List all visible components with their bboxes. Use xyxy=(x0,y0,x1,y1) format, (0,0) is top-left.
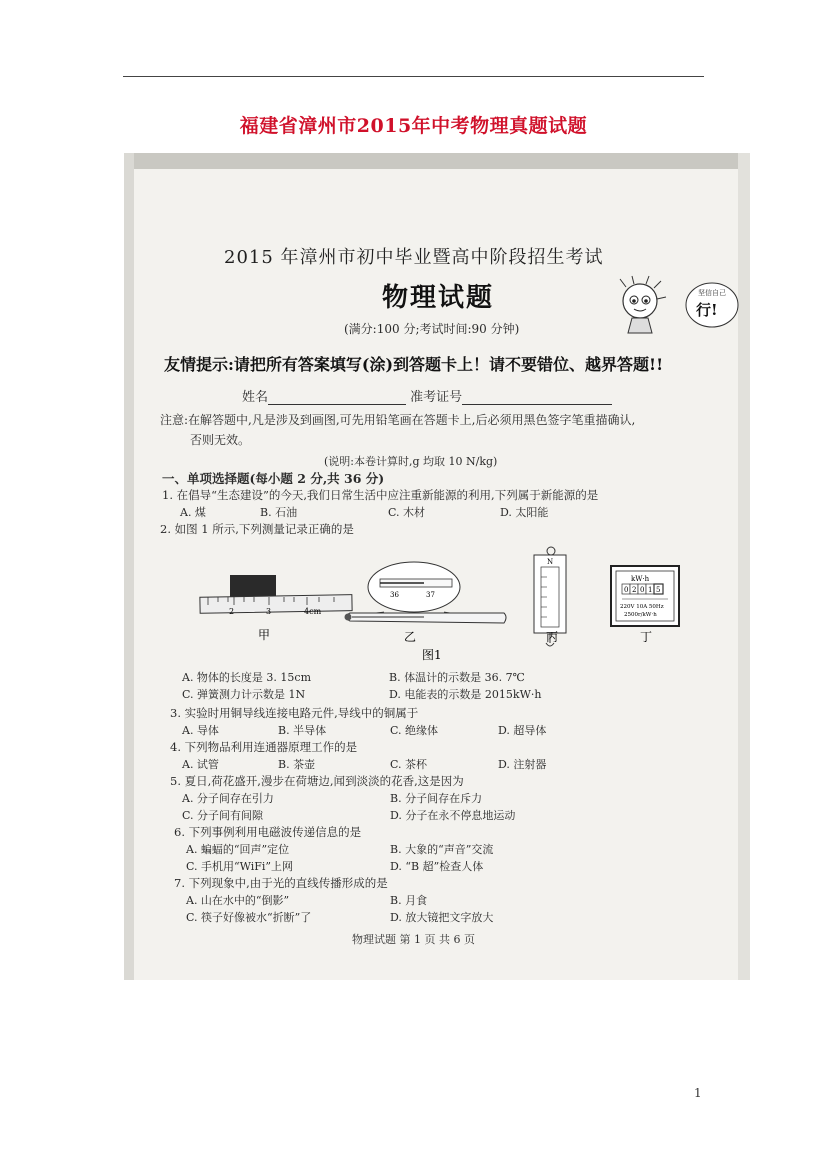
question-1-option-c: C. 木材 xyxy=(388,506,426,519)
question-2-stem: 2. 如图 1 所示,下列测量记录正确的是 xyxy=(160,522,354,536)
page-number: 1 xyxy=(694,1086,702,1100)
question-7-option-c: C. 筷子好像被水“折断”了 xyxy=(186,911,312,924)
question-5-option-b: B. 分子间存在斥力 xyxy=(390,792,483,805)
question-3-option-d: D. 超导体 xyxy=(498,724,547,737)
spring-scale-unit: N xyxy=(547,558,554,566)
question-6-option-d: D. “B 超”检查人体 xyxy=(390,860,484,873)
note-line-2: 否则无效。 xyxy=(190,433,251,447)
question-2-option-d: D. 电能表的示数是 2015kW·h xyxy=(389,688,542,701)
ruler-tick-2: 2 xyxy=(229,607,235,616)
figure-label-jia: 甲 xyxy=(258,628,271,642)
thermometer-tick-37: 37 xyxy=(426,591,435,599)
question-5-option-c: C. 分子间有间隙 xyxy=(182,809,264,822)
meter-spec-2: 2500r/kW·h xyxy=(624,612,657,618)
exam-subject: 物理试题 xyxy=(382,283,495,313)
question-3-stem: 3. 实验时用铜导线连接电路元件,导线中的铜属于 xyxy=(170,706,419,720)
ruler-tick-4cm: 4cm xyxy=(304,607,322,616)
question-6-stem: 6. 下列事例利用电磁波传递信息的是 xyxy=(174,825,362,839)
question-3-option-c: C. 绝缘体 xyxy=(390,724,439,737)
exam-meta: (满分:100 分;考试时间:90 分钟) xyxy=(344,322,520,336)
note-line-1: 注意:在解答题中,凡是涉及到画图,可先用铅笔画在答题卡上,后必须用黑色签字笔重描确认, xyxy=(160,413,636,427)
question-7-option-d: D. 放大镜把文字放大 xyxy=(390,911,494,924)
thermometer-tick-36: 36 xyxy=(390,591,399,599)
question-4-option-d: D. 注射器 xyxy=(498,758,547,771)
exam-page-footer: 物理试题 第 1 页 共 6 页 xyxy=(352,933,475,946)
ruler-tick-3: 3 xyxy=(266,607,272,616)
exam-id-label: 准考证号 xyxy=(410,390,463,405)
meter-digit-3: 0 xyxy=(640,586,645,594)
question-2-option-b: B. 体温计的示数是 36. 7℃ xyxy=(389,671,525,684)
meter-digit-1: 0 xyxy=(624,586,629,594)
figure-label-ding: 丁 xyxy=(640,630,653,644)
question-4-option-a: A. 试管 xyxy=(182,758,219,771)
note-line-3: (说明:本卷计算时,g 均取 10 N/kg) xyxy=(324,455,498,468)
mascot-caption: 坚信自己 xyxy=(698,289,726,297)
question-3-option-b: B. 半导体 xyxy=(278,724,327,737)
meter-unit: kW·h xyxy=(631,575,650,583)
question-7-option-a: A. 山在水中的“倒影” xyxy=(186,894,290,907)
question-7-stem: 7. 下列现象中,由于光的直线传播形成的是 xyxy=(174,876,388,890)
question-7-option-b: B. 月食 xyxy=(390,894,428,907)
friendly-tip: 友情提示:请把所有答案填写(涂)到答题卡上！请不要错位、越界答题!! xyxy=(164,355,664,374)
question-4-option-b: B. 茶壶 xyxy=(278,758,316,771)
energy-meter-diagram xyxy=(611,566,679,644)
question-1-option-a: A. 煤 xyxy=(180,506,206,519)
question-6-option-c: C. 手机用“WiFi”上网 xyxy=(186,860,294,873)
question-2-option-c: C. 弹簧测力计示数是 1N xyxy=(182,688,306,701)
question-5-option-a: A. 分子间存在引力 xyxy=(182,792,274,805)
question-6-option-a: A. 蝙蝠的“回声”定位 xyxy=(186,843,290,856)
meter-spec-1: 220V 10A 50Hz xyxy=(620,604,664,610)
question-1-option-d: D. 太阳能 xyxy=(500,506,549,519)
exam-title: 2015 年漳州市初中毕业暨高中阶段招生考试 xyxy=(224,247,604,268)
section-title: 一、单项选择题(每小题 2 分,共 36 分) xyxy=(162,471,385,486)
question-4-stem: 4. 下列物品利用连通器原理工作的是 xyxy=(170,740,358,754)
question-1-stem: 1. 在倡导“生态建设”的今天,我们日常生活中应注重新能源的利用,下列属于新能源的是 xyxy=(162,488,599,502)
figure-label-yi: 乙 xyxy=(404,630,417,644)
question-1-option-b: B. 石油 xyxy=(260,506,298,519)
question-4-option-c: C. 茶杯 xyxy=(390,758,428,771)
question-2-option-a: A. 物体的长度是 3. 15cm xyxy=(182,671,312,684)
meter-digit-5: 5 xyxy=(656,586,661,594)
question-6-option-b: B. 大象的“声音”交流 xyxy=(390,843,494,856)
thermometer-diagram xyxy=(345,562,507,644)
question-3-option-a: A. 导体 xyxy=(182,724,219,737)
scanned-exam-page xyxy=(124,153,750,980)
question-5-stem: 5. 夏日,荷花盛开,漫步在荷塘边,闻到淡淡的花香,这是因为 xyxy=(170,774,464,788)
figure-label-bing: 丙 xyxy=(546,630,559,644)
figure-caption: 图1 xyxy=(422,648,442,662)
document-title: 福建省漳州市2015年中考物理真题试题 xyxy=(239,115,588,137)
header-rule xyxy=(123,76,704,77)
meter-digit-4: 1 xyxy=(648,586,653,594)
ruler-diagram xyxy=(200,575,352,642)
meter-digit-2: 2 xyxy=(632,586,637,594)
mascot-slogan: 行! xyxy=(696,301,718,319)
spring-scale-diagram xyxy=(534,547,566,646)
question-5-option-d: D. 分子在永不停息地运动 xyxy=(390,809,516,822)
name-label: 姓名 xyxy=(242,390,269,405)
